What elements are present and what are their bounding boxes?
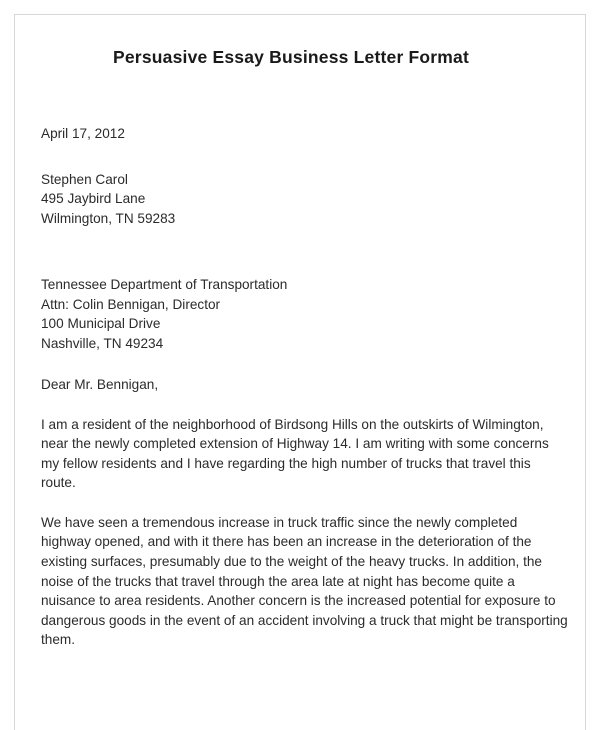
- recipient-address-block: [41, 275, 571, 353]
- body-paragraph-1: I am a resident of the neighborhood of Birdsong Hills on the outskirts of Wilmington, near the newly completed extension of Highway 14. I am writing with some concerns my fellow residents and I have regarding the high number of trucks that travel this route.: [41, 416, 549, 491]
- page-title: Persuasive Essay Business Letter Format: [113, 47, 470, 67]
- body-paragraph-2: We have seen a tremendous increase in truck traffic since the newly completed highway opened, and with it there has been an increase in the deterioration of the existing surfaces, presumably due to the weight of the heavy trucks. In addition, the noise of the trucks that travel through the area late at night has become quite a nuisance to area residents. Another concern is the increased potential for exposure to dangerous goods in the event of an accident involving a truck that might be transporting them.: [41, 514, 568, 648]
- spacer-after-date: [41, 144, 571, 170]
- recipient-street: 100 Municipal Drive: [41, 316, 161, 331]
- letter-content: [41, 47, 571, 664]
- salutation: Dear Mr. Bennigan,: [41, 377, 159, 392]
- letter-body: [41, 124, 571, 650]
- spacer-before-salutation: [41, 353, 571, 375]
- sender-name: Stephen Carol: [41, 171, 128, 187]
- recipient-organization: Tennessee Department of Transportation: [41, 277, 288, 292]
- letter-sheet: [14, 14, 586, 730]
- sender-city-state-zip: Wilmington, TN 59283: [41, 210, 176, 226]
- sender-address-block: [41, 170, 571, 229]
- recipient-attention: Attn: Colin Bennigan, Director: [41, 296, 221, 312]
- letter-date: April 17, 2012: [41, 126, 125, 141]
- spacer-after-sender: [41, 228, 571, 275]
- recipient-city-state-zip: Nashville, TN 49234: [41, 335, 164, 351]
- sender-street: 495 Jaybird Lane: [41, 191, 146, 206]
